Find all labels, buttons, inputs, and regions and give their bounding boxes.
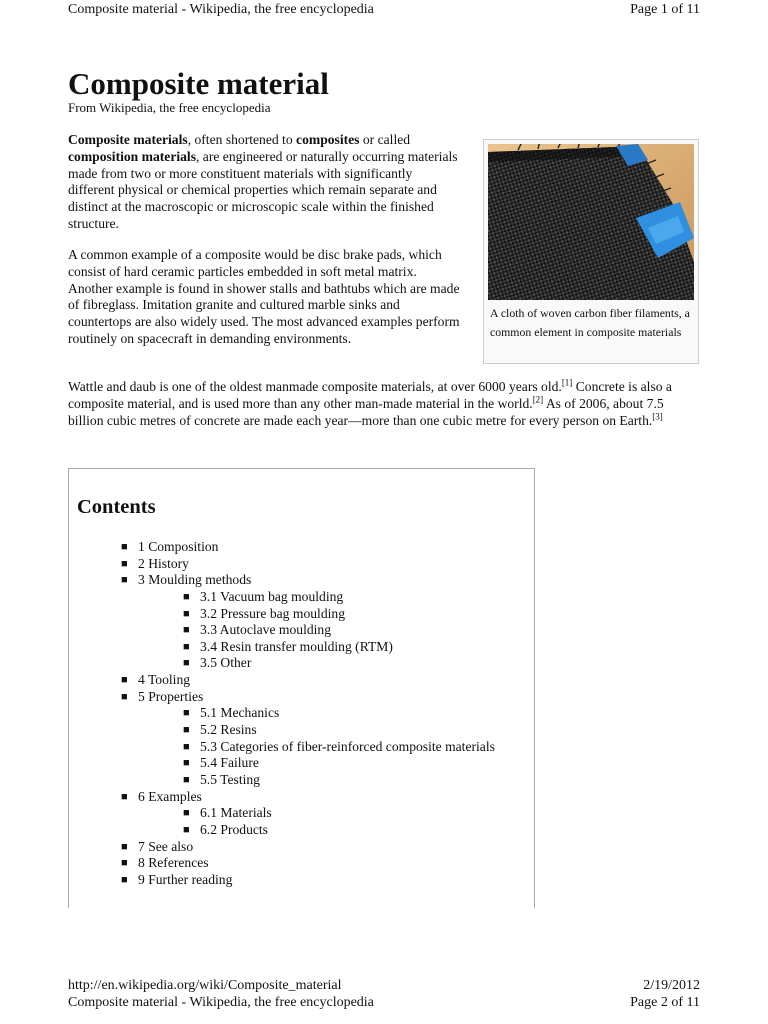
- toc-item[interactable]: [69, 789, 535, 806]
- toc-item[interactable]: [69, 622, 535, 639]
- toc-link[interactable]: 5.4 Failure: [200, 755, 259, 771]
- toc-list: [69, 539, 535, 888]
- history-paragraph: [68, 379, 702, 429]
- reference-link[interactable]: [1]: [561, 377, 573, 388]
- square-bullet-icon: ■: [183, 607, 190, 620]
- square-bullet-icon: ■: [121, 674, 128, 687]
- table-of-contents: [68, 468, 535, 908]
- toc-item[interactable]: [69, 805, 535, 822]
- bold-term: composition materials: [68, 148, 196, 164]
- toc-link[interactable]: 3.3 Autoclave moulding: [200, 622, 332, 638]
- toc-item[interactable]: [69, 572, 535, 589]
- square-bullet-icon: ■: [183, 724, 190, 737]
- toc-item[interactable]: [69, 556, 535, 573]
- footer-url: http://en.wikipedia.org/wiki/Composite_material: [68, 978, 342, 993]
- toc-link[interactable]: 1 Composition: [138, 539, 219, 554]
- toc-item[interactable]: [69, 539, 535, 556]
- footer-doc-title: Composite material - Wikipedia, the free encyclopedia: [68, 995, 374, 1010]
- header-page-label: Page 1 of 11: [630, 2, 700, 17]
- toc-link[interactable]: 6.1 Materials: [200, 805, 272, 821]
- toc-link[interactable]: 6.2 Products: [200, 821, 268, 837]
- page-title: Composite material: [68, 66, 329, 101]
- toc-link[interactable]: 5.3 Categories of fiber-reinforced composite materials: [200, 738, 495, 754]
- toc-link[interactable]: 7 See also: [138, 838, 194, 854]
- square-bullet-icon: ■: [183, 640, 190, 653]
- toc-item[interactable]: [69, 689, 535, 706]
- square-bullet-icon: ■: [121, 790, 128, 803]
- toc-link[interactable]: 6 Examples: [138, 788, 202, 804]
- toc-link[interactable]: 3.5 Other: [200, 655, 252, 671]
- toc-item[interactable]: [69, 672, 535, 689]
- reference-link[interactable]: [3]: [652, 411, 663, 422]
- square-bullet-icon: ■: [183, 624, 190, 637]
- toc-item[interactable]: [69, 639, 535, 656]
- toc-item[interactable]: [69, 872, 535, 889]
- square-bullet-icon: ■: [183, 807, 190, 820]
- toc-link[interactable]: 8 References: [138, 855, 209, 871]
- square-bullet-icon: ■: [183, 657, 190, 670]
- toc-title: Contents: [77, 496, 156, 518]
- toc-item[interactable]: [69, 755, 535, 772]
- square-bullet-icon: ■: [121, 557, 128, 570]
- example-paragraph: A common example of a composite would be disc brake pads, which consist of hard ceramic particles embedded in soft metal matrix. Another example is found in shower stalls and bathtubs which are made of fibreglass. Imitation granite and cultured marble sinks and countertops are also widely used. The most advanced examples perform routinely on spacecraft in demanding environments.: [68, 247, 460, 346]
- square-bullet-icon: ■: [183, 757, 190, 770]
- toc-item[interactable]: [69, 855, 535, 872]
- page-subtitle: From Wikipedia, the free encyclopedia: [68, 100, 271, 115]
- toc-link[interactable]: 9 Further reading: [138, 871, 233, 887]
- intro-paragraph: [68, 132, 458, 233]
- toc-item[interactable]: [69, 655, 535, 672]
- toc-item[interactable]: [69, 722, 535, 739]
- paragraph-text: , are engineered or naturally occurring materials made from two or more constituent materials with significantly different physical or chemical properties which remain separate and distinct at the macroscopic or microscopic scale within the finished structure.: [68, 148, 458, 231]
- paragraph-text: , often shortened to: [187, 132, 297, 147]
- square-bullet-icon: ■: [183, 740, 190, 753]
- paragraph-text: Concrete is also a composite material, and is used more than any other man-made material in the world.: [68, 379, 672, 411]
- toc-link[interactable]: 2 History: [138, 555, 189, 571]
- paragraph-text: As of 2006, about 7.5 billion cubic metres of concrete are made each year—more than one cubic metre for every person on Earth.: [68, 395, 664, 428]
- toc-item[interactable]: [69, 739, 535, 756]
- square-bullet-icon: ■: [183, 823, 190, 836]
- square-bullet-icon: ■: [121, 840, 128, 853]
- square-bullet-icon: ■: [183, 707, 190, 720]
- figure-caption: A cloth of woven carbon fiber filaments, a common element in composite materials: [490, 306, 690, 339]
- reference-link[interactable]: [2]: [532, 394, 544, 405]
- footer-page-label: Page 2 of 11: [630, 995, 700, 1010]
- toc-item[interactable]: [69, 589, 535, 606]
- carbon-fiber-image[interactable]: [488, 144, 694, 300]
- square-bullet-icon: ■: [121, 857, 128, 870]
- toc-item[interactable]: [69, 772, 535, 789]
- toc-link[interactable]: 3.1 Vacuum bag moulding: [200, 588, 344, 604]
- bold-term: composites: [296, 132, 360, 147]
- square-bullet-icon: ■: [121, 574, 128, 587]
- paragraph-text: or called: [359, 132, 411, 147]
- toc-link[interactable]: 5.2 Resins: [200, 722, 257, 738]
- toc-item[interactable]: [69, 822, 535, 839]
- square-bullet-icon: ■: [121, 541, 128, 553]
- header-doc-title: Composite material - Wikipedia, the free encyclopedia: [68, 2, 374, 17]
- toc-link[interactable]: 3.2 Pressure bag moulding: [200, 605, 345, 621]
- paragraph-text: Wattle and daub is one of the oldest manmade composite materials, at over 6000 years old.: [68, 379, 562, 394]
- toc-link[interactable]: 5.5 Testing: [200, 771, 260, 787]
- toc-item[interactable]: [69, 606, 535, 623]
- toc-link[interactable]: 5.1 Mechanics: [200, 705, 280, 721]
- square-bullet-icon: ■: [121, 873, 128, 886]
- figure-thumbnail: [483, 139, 699, 364]
- square-bullet-icon: ■: [183, 590, 190, 603]
- square-bullet-icon: ■: [183, 773, 190, 786]
- square-bullet-icon: ■: [121, 690, 128, 703]
- footer-date: 2/19/2012: [643, 978, 700, 993]
- bold-term: Composite materials: [68, 132, 188, 147]
- toc-item[interactable]: [69, 705, 535, 722]
- toc-link[interactable]: 3.4 Resin transfer moulding (RTM): [200, 638, 393, 654]
- toc-link[interactable]: 4 Tooling: [138, 672, 191, 688]
- toc-link[interactable]: 5 Properties: [138, 688, 204, 704]
- toc-link[interactable]: 3 Moulding methods: [138, 572, 252, 588]
- toc-item[interactable]: [69, 839, 535, 856]
